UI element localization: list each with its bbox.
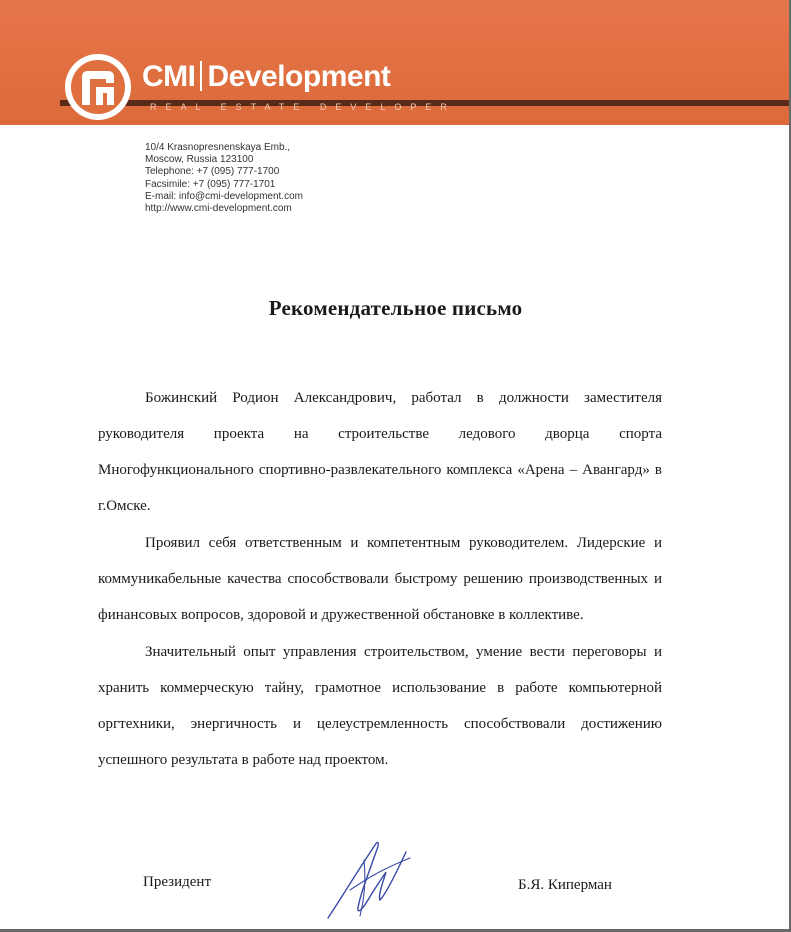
letter-body [98, 380, 662, 779]
signatory-title: Президент [143, 874, 211, 890]
address-line: Moscow, Russia 123100 [145, 154, 254, 166]
address-line: 10/4 Krasnopresnenskaya Emb., [145, 142, 291, 153]
company-address [145, 142, 303, 215]
address-telephone: Telephone: +7 (095) 777-1700 [145, 166, 280, 178]
company-logo-text [142, 60, 390, 94]
letter-paragraph: Значительный опыт управления строительством, умение вести переговоры и хранить коммерческую тайну, грамотное использование в работе компьютерной оргтехники, энергичность и целеустремленность способствовали достижению успешного результата в работе над проектом. [98, 644, 662, 768]
address-email: E-mail: info@cmi-development.com [145, 190, 303, 202]
logo-name: Development [207, 60, 391, 93]
letter-paragraph: Проявил себя ответственным и компетентным руководителем. Лидерские и коммуникабельные качества способствовали быстрому решению производственных и финансовых вопросов, здоровой и дружественной обстановке в коллективе. [98, 535, 662, 623]
cmi-logo-icon [64, 53, 132, 121]
handwritten-signature-icon [320, 830, 420, 925]
signatory-name: Б.Я. Киперман [518, 877, 612, 893]
letter-title: Рекомендательное письмо [268, 296, 523, 320]
logo-tagline: REAL ESTATE DEVELOPER [150, 102, 456, 112]
address-website: http://www.cmi-development.com [145, 203, 292, 215]
logo-brand: CMI [142, 60, 196, 93]
letter-paragraph: Божинский Родион Александрович, работал в должности заместителя руководителя проекта на строительстве ледового дворца спорта Многофункционального спортивно-развлекательного комплекса «Арена – Авангард» в г.Омске. [98, 390, 662, 514]
address-facsimile: Facsimile: +7 (095) 777-1701 [145, 178, 276, 190]
logo-divider [200, 61, 202, 91]
